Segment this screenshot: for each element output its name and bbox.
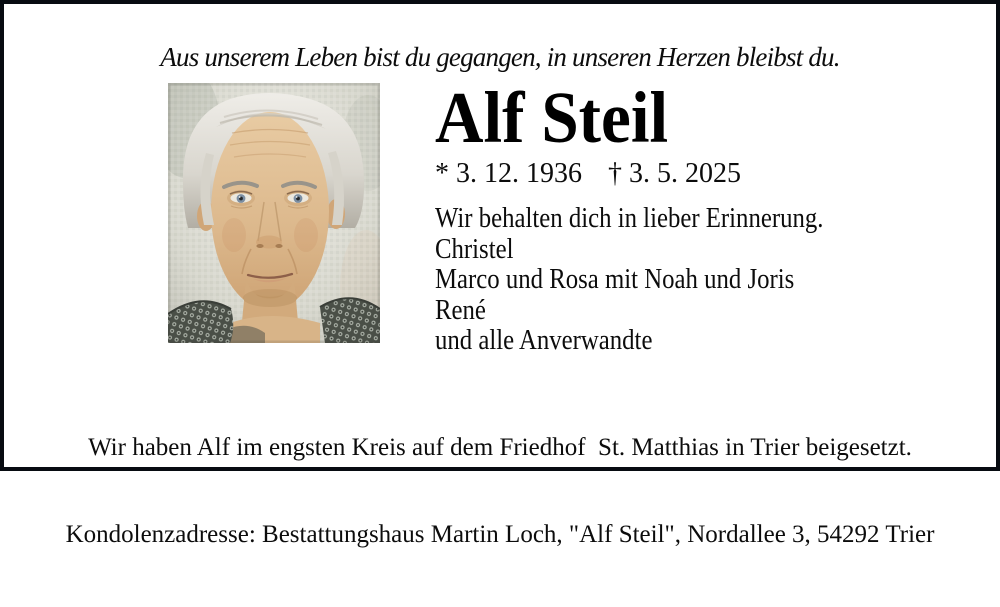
farewell-line: und alle Anverwandte: [435, 325, 653, 356]
burial-info: [4, 375, 996, 607]
life-dates: [435, 159, 997, 189]
farewell-line: René: [435, 294, 486, 326]
death-date: † 3. 5. 2025: [608, 158, 741, 189]
farewell-text: [435, 204, 932, 357]
memorial-quote: Aus unserem Leben bist du gegangen, in unseren Herzen bleibst du.: [160, 42, 840, 72]
condolence-address-line: Kondolenzadresse: Bestattungshaus Martin Loch, "Alf Steil", Nordallee 3, 54292 Trier: [65, 521, 935, 548]
farewell-line: Marco und Rosa mit Noah und Joris: [435, 264, 795, 295]
portrait-illustration: [168, 83, 380, 343]
farewell-line: Wir behalten dich in lieber Erinnerung.: [435, 203, 824, 234]
burial-info-line: Wir haben Alf im engsten Kreis auf dem Friedhof St. Matthias in Trier beigesetzt.: [88, 434, 912, 461]
farewell-line: Christel: [435, 233, 514, 265]
deceased-name: Alf Steil: [435, 77, 669, 158]
notice-text-column: [435, 77, 997, 357]
portrait-photo: [168, 83, 380, 343]
birth-date: * 3. 12. 1936: [435, 158, 582, 189]
